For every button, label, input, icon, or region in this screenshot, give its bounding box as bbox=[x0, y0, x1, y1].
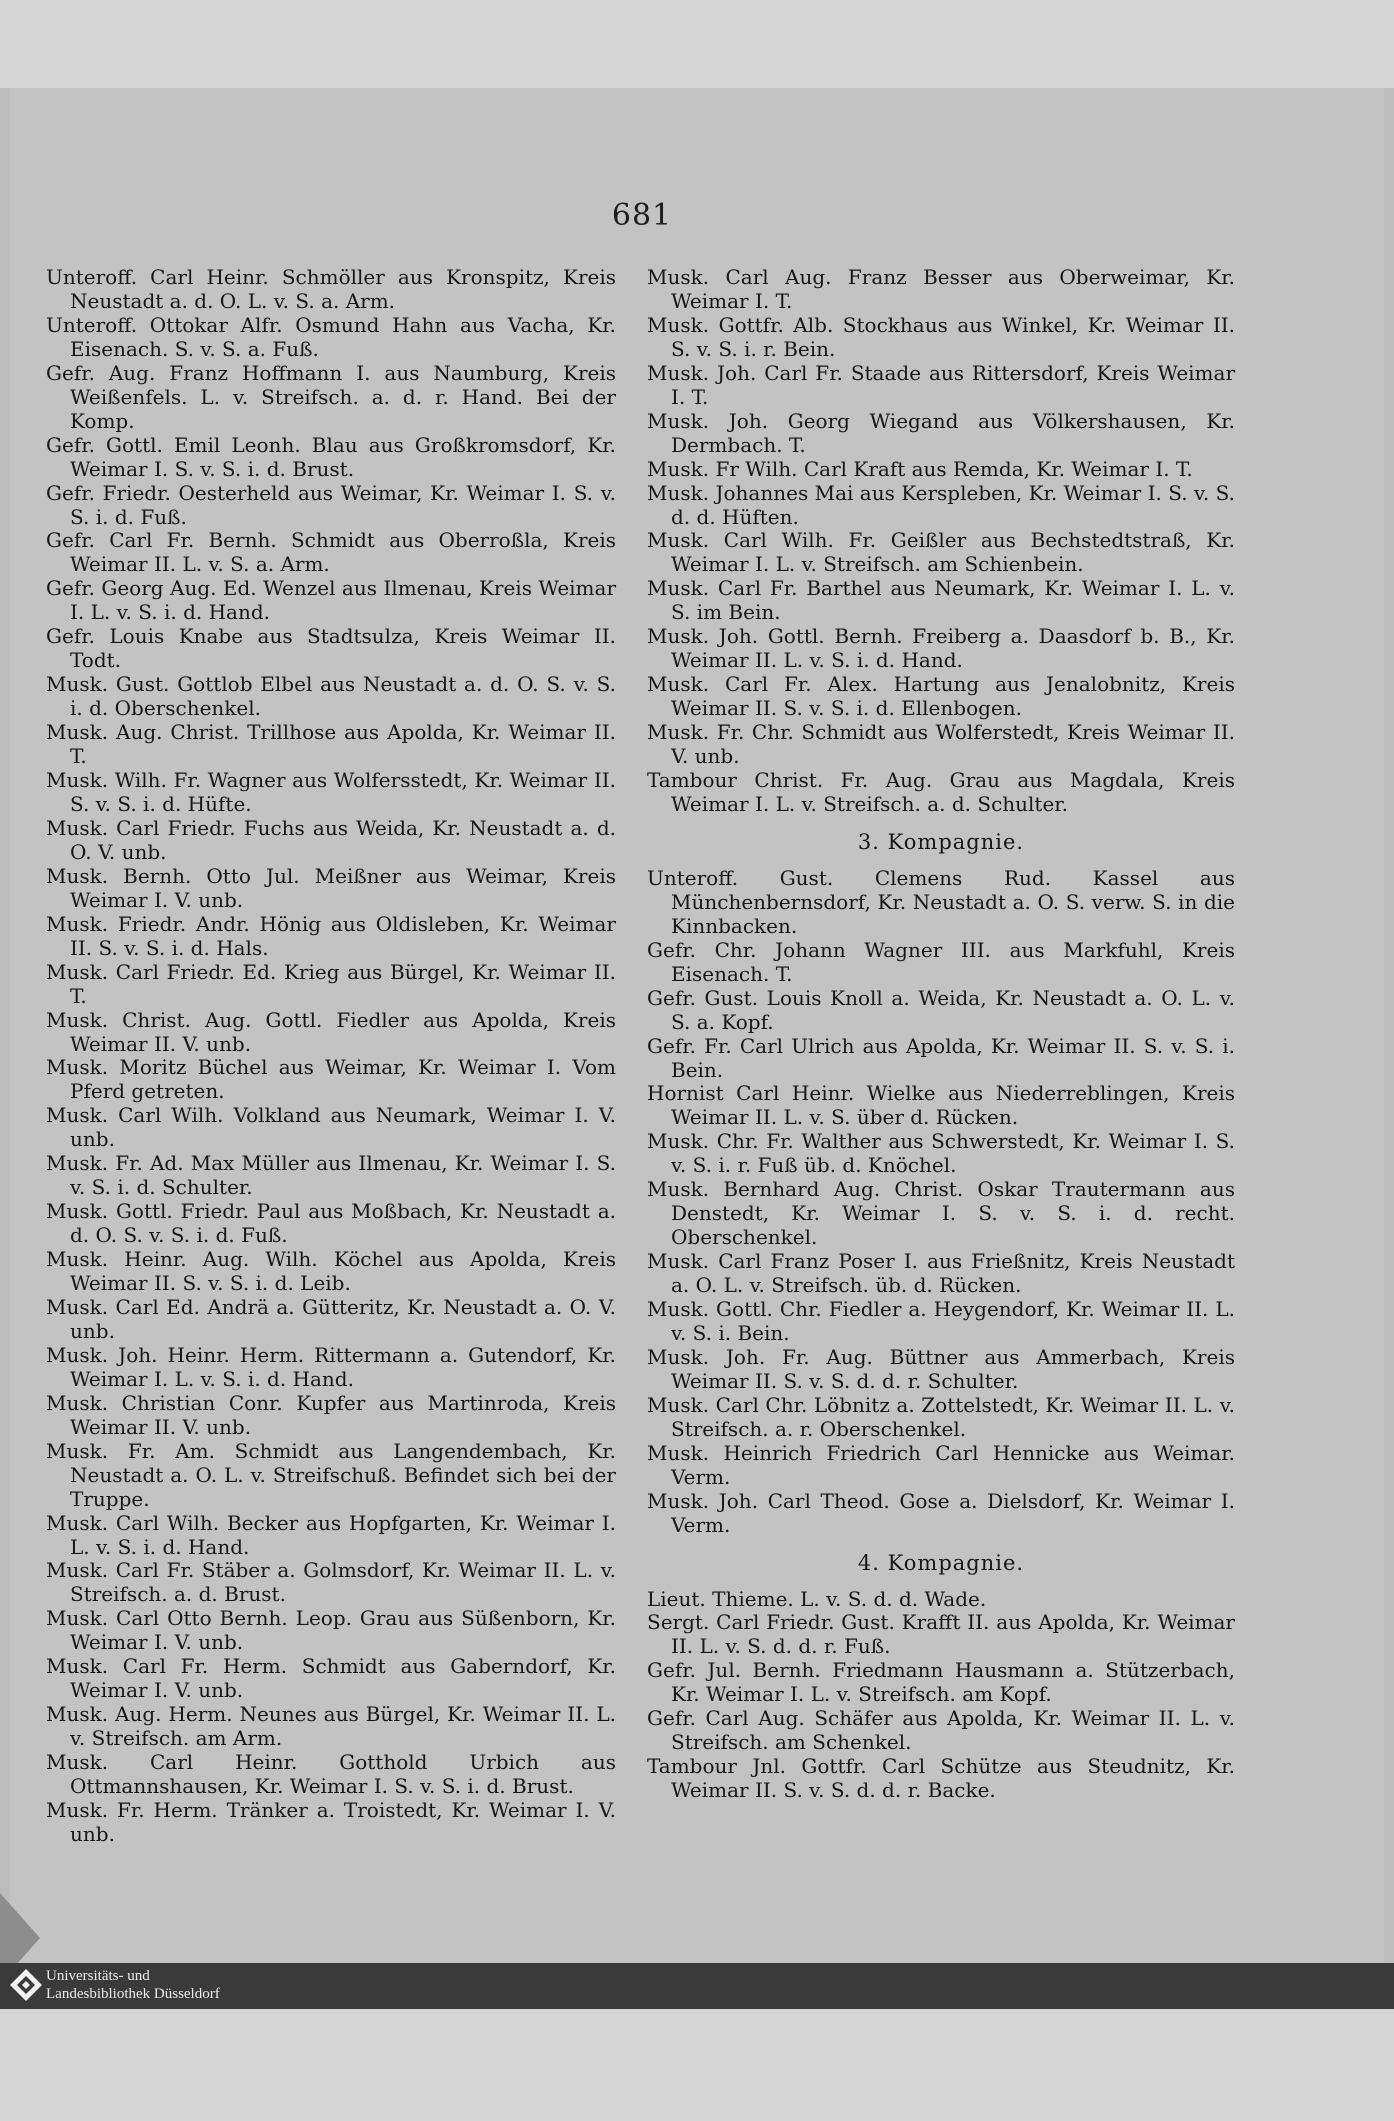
list-item: Tambour Jnl. Gottfr. Carl Schütze aus Steudnitz, Kr. Weimar II. S. v. S. d. d. r. Backe. bbox=[647, 1754, 1235, 1803]
list-item: Musk. Carl Franz Poser I. aus Frießnitz, Kreis Neustadt a. O. L. v. Streifsch. üb. d. Rücken. bbox=[647, 1249, 1235, 1298]
list-item: Unteroff. Carl Heinr. Schmöller aus Kronspitz, Kreis Neustadt a. d. O. L. v. S. a. Arm. bbox=[46, 265, 616, 313]
list-item: Musk. Fr. Ad. Max Müller aus Ilmenau, Kr. Weimar I. S. v. S. i. d. Schulter. bbox=[46, 1151, 616, 1200]
library-footer bbox=[0, 1963, 1394, 2009]
list-item: Musk. Chr. Fr. Walther aus Schwerstedt, Kr. Weimar I. S. v. S. i. r. Fuß üb. d. Knöchel. bbox=[647, 1129, 1235, 1178]
list-item: Musk. Aug. Christ. Trillhose aus Apolda, Kr. Weimar II. T. bbox=[46, 720, 616, 769]
list-item: Musk. Moritz Büchel aus Weimar, Kr. Weimar I. Vom Pferd getreten. bbox=[46, 1055, 616, 1104]
list-item: Gefr. Gottl. Emil Leonh. Blau aus Großkromsdorf, Kr. Weimar I. S. v. S. i. d. Brust. bbox=[46, 432, 616, 481]
list-item: Tambour Christ. Fr. Aug. Grau aus Magdala, Kreis Weimar I. L. v. Streifsch. a. d. Schulter. bbox=[647, 768, 1235, 816]
list-item: Musk. Joh. Georg Wiegand aus Völkershausen, Kr. Dermbach. T. bbox=[647, 408, 1235, 457]
list-item: Musk. Joh. Heinr. Herm. Rittermann a. Gutendorf, Kr. Weimar I. L. v. S. i. d. Hand. bbox=[46, 1342, 616, 1391]
list-item: Musk. Bernh. Otto Jul. Meißner aus Weimar, Kreis Weimar I. V. unb. bbox=[46, 863, 616, 912]
list-item: Musk. Gottl. Chr. Fiedler a. Heygendorf, Kr. Weimar II. L. v. S. i. Bein. bbox=[647, 1297, 1235, 1345]
list-item: Gefr. Jul. Bernh. Friedmann Hausmann a. Stützerbach, Kr. Weimar I. L. v. Streifsch. am Kopf. bbox=[647, 1658, 1235, 1707]
list-item: Musk. Joh. Fr. Aug. Büttner aus Ammerbach, Kreis Weimar II. S. v. S. d. d. r. Schulter. bbox=[647, 1344, 1235, 1393]
list-item: Musk. Carl Aug. Franz Besser aus Oberweimar, Kr. Weimar I. T. bbox=[647, 265, 1235, 313]
list-item: Musk. Gottl. Friedr. Paul aus Moßbach, Kr. Neustadt a. d. O. S. v. S. i. d. Fuß. bbox=[46, 1199, 616, 1248]
list-item: Hornist Carl Heinr. Wielke aus Niederreblingen, Kreis Weimar II. L. v. S. über d. Rücken. bbox=[647, 1081, 1235, 1130]
list-item: Gefr. Fr. Carl Ulrich aus Apolda, Kr. Weimar II. S. v. S. i. Bein. bbox=[647, 1033, 1235, 1082]
list-item: Gefr. Carl Aug. Schäfer aus Apolda, Kr. Weimar II. L. v. Streifsch. am Schenkel. bbox=[647, 1706, 1235, 1755]
list-item: Musk. Carl Ed. Andrä a. Gütteritz, Kr. Neustadt a. O. V. unb. bbox=[46, 1294, 616, 1343]
list-item: Musk. Joh. Carl Theod. Gose a. Dielsdorf, Kr. Weimar I. Verm. bbox=[647, 1488, 1235, 1537]
list-item: Musk. Carl Friedr. Fuchs aus Weida, Kr. Neustadt a. d. O. V. unb. bbox=[46, 815, 616, 864]
left-column bbox=[46, 266, 616, 1847]
list-item: Musk. Heinrich Friedrich Carl Hennicke aus Weimar. Verm. bbox=[647, 1440, 1235, 1489]
list-item: Musk. Carl Friedr. Ed. Krieg aus Bürgel, Kr. Weimar II. T. bbox=[46, 959, 616, 1008]
list-item: Unteroff. Gust. Clemens Rud. Kassel aus Münchenbernsdorf, Kr. Neustadt a. O. S. verw. S. in die Kinnbacken. bbox=[647, 865, 1235, 938]
list-item: Unteroff. Ottokar Alfr. Osmund Hahn aus Vacha, Kr. Eisenach. S. v. S. a. Fuß. bbox=[46, 312, 616, 361]
list-item: Gefr. Louis Knabe aus Stadtsulza, Kreis Weimar II. Todt. bbox=[46, 624, 616, 673]
list-item: Musk. Joh. Gottl. Bernh. Freiberg a. Daasdorf b. B., Kr. Weimar II. L. v. S. i. d. Hand. bbox=[647, 624, 1235, 673]
ulb-logo-icon bbox=[8, 1967, 44, 2003]
list-item: Musk. Carl Wilh. Becker aus Hopfgarten, Kr. Weimar I. L. v. S. i. d. Hand. bbox=[46, 1510, 616, 1559]
list-item: Musk. Fr. Chr. Schmidt aus Wolferstedt, Kreis Weimar II. V. unb. bbox=[647, 720, 1235, 769]
section-heading-3: 3. Kompagnie. bbox=[857, 829, 1025, 854]
list-item: Musk. Carl Otto Bernh. Leop. Grau aus Süßenborn, Kr. Weimar I. V. unb. bbox=[46, 1606, 616, 1655]
library-name-line1: Universitäts- und bbox=[46, 1968, 150, 1984]
list-item: Musk. Fr Wilh. Carl Kraft aus Remda, Kr. Weimar I. T. bbox=[647, 456, 1193, 481]
list-item: Gefr. Aug. Franz Hoffmann I. aus Naumburg, Kreis Weißenfels. L. v. Streifsch. a. d. r. Hand. Bei der Komp. bbox=[46, 360, 616, 433]
list-item: Musk. Carl Chr. Löbnitz a. Zottelstedt, Kr. Weimar II. L. v. Streifsch. a. r. Oberschenkel. bbox=[647, 1392, 1235, 1441]
list-item: Gefr. Carl Fr. Bernh. Schmidt aus Oberroßla, Kreis Weimar II. L. v. S. a. Arm. bbox=[46, 528, 616, 577]
right-column bbox=[647, 266, 1235, 1803]
page-sheet bbox=[10, 88, 1384, 1963]
page-number: 681 bbox=[611, 198, 673, 233]
list-item: Gefr. Georg Aug. Ed. Wenzel aus Ilmenau, Kreis Weimar I. L. v. S. i. d. Hand. bbox=[46, 576, 616, 625]
list-item: Gefr. Chr. Johann Wagner III. aus Markfuhl, Kreis Eisenach. T. bbox=[647, 937, 1235, 986]
scanned-page bbox=[0, 88, 1394, 1963]
list-item: Musk. Gottfr. Alb. Stockhaus aus Winkel, Kr. Weimar II. S. v. S. i. r. Bein. bbox=[647, 312, 1235, 361]
list-item: Musk. Christ. Aug. Gottl. Fiedler aus Apolda, Kreis Weimar II. V. unb. bbox=[46, 1007, 616, 1056]
list-item: Sergt. Carl Friedr. Gust. Krafft II. aus Apolda, Kr. Weimar II. L. v. S. d. d. r. Fuß. bbox=[647, 1610, 1235, 1659]
list-item: Musk. Carl Fr. Herm. Schmidt aus Gaberndorf, Kr. Weimar I. V. unb. bbox=[46, 1654, 616, 1703]
kompagnie-3-list bbox=[647, 867, 1235, 1538]
list-item: Musk. Carl Fr. Stäber a. Golmsdorf, Kr. Weimar II. L. v. Streifsch. a. d. Brust. bbox=[46, 1558, 616, 1607]
list-item: Lieut. Thieme. L. v. S. d. d. Wade. bbox=[647, 1586, 987, 1611]
list-item: Musk. Carl Heinr. Gotthold Urbich aus Ottmannshausen, Kr. Weimar I. S. v. S. i. d. Brust. bbox=[46, 1750, 616, 1799]
list-item: Musk. Wilh. Fr. Wagner aus Wolfersstedt, Kr. Weimar II. S. v. S. i. d. Hüfte. bbox=[46, 768, 616, 816]
list-item: Musk. Carl Fr. Alex. Hartung aus Jenalobnitz, Kreis Weimar II. S. v. S. i. d. Ellenbogen. bbox=[647, 672, 1235, 721]
list-item: Musk. Friedr. Andr. Hönig aus Oldisleben, Kr. Weimar II. S. v. S. i. d. Hals. bbox=[46, 911, 616, 960]
list-item: Musk. Bernhard Aug. Christ. Oskar Trautermann aus Denstedt, Kr. Weimar I. S. v. S. i. d. recht. Oberschenkel. bbox=[647, 1177, 1235, 1250]
list-item: Musk. Fr. Am. Schmidt aus Langendembach, Kr. Neustadt a. O. L. v. Streifschuß. Befindet sich bei der Truppe. bbox=[46, 1438, 616, 1511]
list-item: Musk. Johannes Mai aus Kerspleben, Kr. Weimar I. S. v. S. d. d. Hüften. bbox=[647, 480, 1235, 529]
list-item: Musk. Joh. Carl Fr. Staade aus Rittersdorf, Kreis Weimar I. T. bbox=[647, 360, 1235, 409]
library-name-line2: Landesbibliothek Düsseldorf bbox=[46, 1986, 220, 2002]
list-item: Musk. Carl Wilh. Fr. Geißler aus Bechstedtstraß, Kr. Weimar I. L. v. Streifsch. am Schienbein. bbox=[647, 528, 1235, 577]
right-column-entries bbox=[647, 266, 1235, 817]
section-heading-4: 4. Kompagnie. bbox=[857, 1550, 1025, 1575]
list-item: Musk. Gust. Gottlob Elbel aus Neustadt a. d. O. S. v. S. i. d. Oberschenkel. bbox=[46, 672, 616, 721]
kompagnie-4-list bbox=[647, 1588, 1235, 1804]
list-item: Musk. Carl Wilh. Volkland aus Neumark, Weimar I. V. unb. bbox=[46, 1103, 616, 1152]
list-item: Musk. Fr. Herm. Tränker a. Troistedt, Kr. Weimar I. V. unb. bbox=[46, 1798, 616, 1846]
list-item: Musk. Carl Fr. Barthel aus Neumark, Kr. Weimar I. L. v. S. im Bein. bbox=[647, 576, 1235, 625]
list-item: Gefr. Friedr. Oesterheld aus Weimar, Kr. Weimar I. S. v. S. i. d. Fuß. bbox=[46, 480, 616, 529]
list-item: Musk. Heinr. Aug. Wilh. Köchel aus Apolda, Kreis Weimar II. S. v. S. i. d. Leib. bbox=[46, 1247, 616, 1296]
list-item: Musk. Aug. Herm. Neunes aus Bürgel, Kr. Weimar II. L. v. Streifsch. am Arm. bbox=[46, 1702, 616, 1751]
list-item: Gefr. Gust. Louis Knoll a. Weida, Kr. Neustadt a. O. L. v. S. a. Kopf. bbox=[647, 985, 1235, 1034]
list-item: Musk. Christian Conr. Kupfer aus Martinroda, Kreis Weimar II. V. unb. bbox=[46, 1390, 616, 1439]
library-name bbox=[46, 1967, 220, 2003]
